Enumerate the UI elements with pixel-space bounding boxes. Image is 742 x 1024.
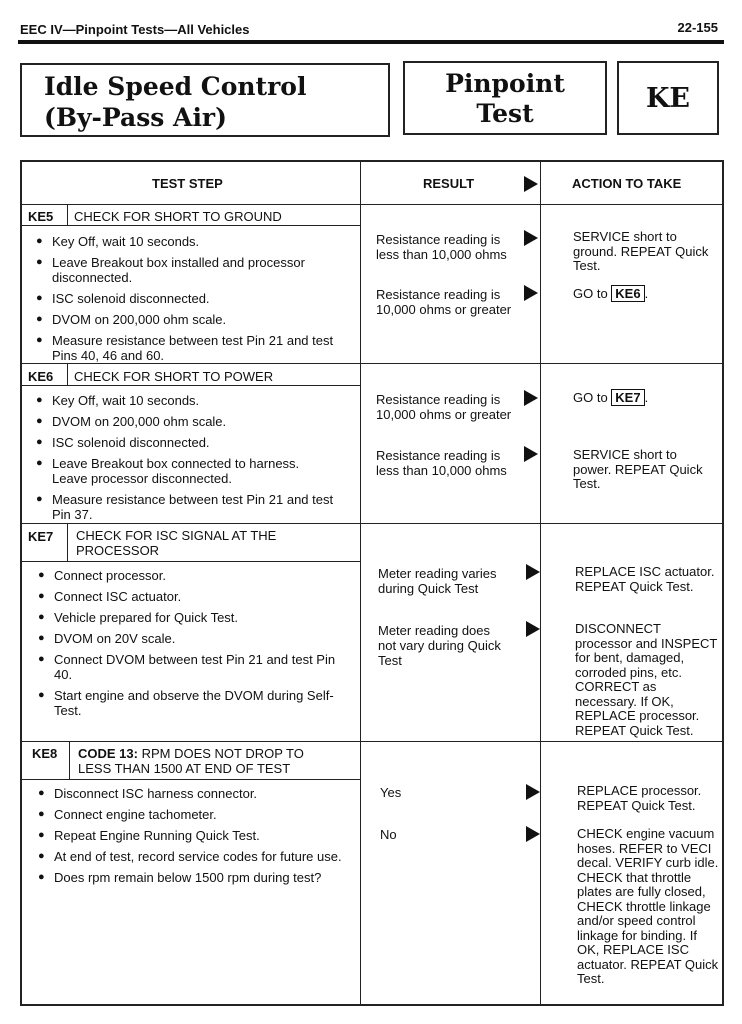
result-arrow-icon xyxy=(526,621,540,637)
result-text: Meter reading does not vary during Quick Test xyxy=(378,623,501,668)
bullet-item: ● DVOM on 200,000 ohm scale. xyxy=(36,414,336,429)
step-divider xyxy=(22,523,722,524)
col-divider-2 xyxy=(540,162,541,1004)
action-text: SERVICE short to ground. REPEAT Quick Test. xyxy=(573,229,709,273)
bullet-item: ● Does rpm remain below 1500 rpm during test? xyxy=(38,870,343,885)
pinpoint-box xyxy=(403,61,607,135)
action-suffix: . xyxy=(644,390,649,405)
bullet-item: ● ISC solenoid disconnected. xyxy=(36,435,336,450)
page-number: 22-155 xyxy=(677,20,718,35)
step-title-line xyxy=(22,385,360,386)
col-header-result: RESULT xyxy=(423,176,475,191)
action-text: REPLACE processor. REPEAT Quick Test. xyxy=(577,783,702,813)
result-arrow-icon xyxy=(526,564,540,580)
pinpoint-label xyxy=(405,69,605,129)
bullet-item: ● Key Off, wait 10 seconds. xyxy=(36,393,336,408)
bullet-item: ● Disconnect ISC harness connector. xyxy=(38,786,343,801)
step-id: KE8 xyxy=(32,746,58,761)
step-id: KE5 xyxy=(28,209,54,224)
pinpoint-line2: Test xyxy=(476,99,534,128)
result-arrow-icon xyxy=(524,230,538,246)
step-title: CHECK FOR SHORT TO GROUND xyxy=(74,209,282,224)
header-arrow-icon xyxy=(524,176,538,192)
step-title-line xyxy=(22,561,360,562)
step-id-divider xyxy=(67,204,68,225)
goto-step-ke7[interactable]: KE7 xyxy=(611,389,644,406)
pinpoint-line1: Pinpoint xyxy=(445,69,565,98)
step-id: KE6 xyxy=(28,369,54,384)
step-id-divider xyxy=(69,741,70,779)
action-text xyxy=(573,391,718,406)
action-text: SERVICE short to power. REPEAT Quick Test. xyxy=(573,447,703,491)
title-box xyxy=(20,63,390,137)
action-text: REPLACE ISC actuator. REPEAT Quick Test. xyxy=(575,564,715,594)
step-title: CHECK FOR SHORT TO POWER xyxy=(74,369,274,384)
result-arrow-icon xyxy=(524,390,538,406)
action-prefix: GO to xyxy=(573,286,612,301)
step-bullets xyxy=(36,393,336,528)
step-title xyxy=(78,746,338,776)
bullet-item: ● Repeat Engine Running Quick Test. xyxy=(38,828,343,843)
action-text: CHECK engine vacuum hoses. REFER to VECI decal. VERIFY curb idle. CHECK that throttle plates are fully closed, CHECK throttle linkage and/or speed control linkage for binding. If OK, REPLACE ISC actuator. REPEAT Quick Test. xyxy=(577,826,719,986)
bullet-item: ● Vehicle prepared for Quick Test. xyxy=(38,610,338,625)
header-rule xyxy=(18,40,724,44)
bullet-item: ● Connect engine tachometer. xyxy=(38,807,343,822)
bullet-item: ● Leave Breakout box connected to harness. Leave processor disconnected. xyxy=(36,456,336,486)
step-bullets xyxy=(38,786,343,891)
action-text: DISCONNECT processor and INSPECT for bent, damaged, corroded pins, etc. CORRECT as necessary. If OK, REPLACE processor. REPEAT Quick Test. xyxy=(575,621,718,738)
step-title-code: CODE 13: xyxy=(78,746,138,761)
step-title-line xyxy=(22,779,360,780)
step-bullets xyxy=(36,234,336,369)
test-title xyxy=(44,71,306,133)
col-header-test-step: TEST STEP xyxy=(152,176,223,191)
col-divider-1 xyxy=(360,162,361,1004)
step-title-line xyxy=(22,225,360,226)
test-title-line1: Idle Speed Control xyxy=(44,72,307,101)
result-arrow-icon xyxy=(524,446,538,462)
step-divider xyxy=(22,741,722,742)
bullet-item: ● At end of test, record service codes for future use. xyxy=(38,849,343,864)
action-text xyxy=(573,287,718,302)
goto-step-ke6[interactable]: KE6 xyxy=(611,285,644,302)
action-suffix: . xyxy=(644,286,649,301)
step-id-divider xyxy=(67,523,68,561)
test-code: KE xyxy=(645,83,691,114)
result-text: Resistance reading is less than 10,000 ohms xyxy=(376,448,507,478)
result-text: Resistance reading is 10,000 ohms or greater xyxy=(376,392,512,422)
header-bottom-line xyxy=(22,204,722,205)
result-text: No xyxy=(380,827,397,842)
bullet-item: ● Start engine and observe the DVOM during Self-Test. xyxy=(38,688,338,718)
result-arrow-icon xyxy=(526,826,540,842)
result-arrow-icon xyxy=(526,784,540,800)
result-arrow-icon xyxy=(524,285,538,301)
bullet-item: ● Connect processor. xyxy=(38,568,338,583)
bullet-item: ● Connect ISC actuator. xyxy=(38,589,338,604)
result-text: Resistance reading is 10,000 ohms or greater xyxy=(376,287,512,317)
step-id: KE7 xyxy=(28,529,54,544)
col-header-action: ACTION TO TAKE xyxy=(572,176,682,191)
test-title-line2: (By-Pass Air) xyxy=(44,103,227,132)
bullet-item: ● Measure resistance between test Pin 21 and test Pin 37. xyxy=(36,492,336,522)
result-text: Resistance reading is less than 10,000 ohms xyxy=(376,232,507,262)
bullet-item: ● ISC solenoid disconnected. xyxy=(36,291,336,306)
pinpoint-table xyxy=(20,160,724,1006)
bullet-item: ● DVOM on 20V scale. xyxy=(38,631,338,646)
result-text: Meter reading varies during Quick Test xyxy=(378,566,497,596)
step-bullets xyxy=(38,568,338,724)
bullet-item: ● DVOM on 200,000 ohm scale. xyxy=(36,312,336,327)
action-prefix: GO to xyxy=(573,390,612,405)
step-id-divider xyxy=(67,363,68,385)
bullet-item: ● Key Off, wait 10 seconds. xyxy=(36,234,336,249)
step-divider xyxy=(22,363,722,364)
bullet-item: ● Connect DVOM between test Pin 21 and test Pin 40. xyxy=(38,652,338,682)
bullet-item: ● Measure resistance between test Pin 21 and test Pins 40, 46 and 60. xyxy=(36,333,336,363)
step-title: CHECK FOR ISC SIGNAL AT THE PROCESSOR xyxy=(76,528,277,558)
page-header-title: EEC IV—Pinpoint Tests—All Vehicles xyxy=(20,22,250,37)
code-box xyxy=(617,61,719,135)
result-text: Yes xyxy=(380,785,402,800)
bullet-item: ● Leave Breakout box installed and processor disconnected. xyxy=(36,255,336,285)
step-title-text: RPM DOES NOT DROP TO LESS THAN 1500 AT END OF TEST xyxy=(78,746,304,776)
